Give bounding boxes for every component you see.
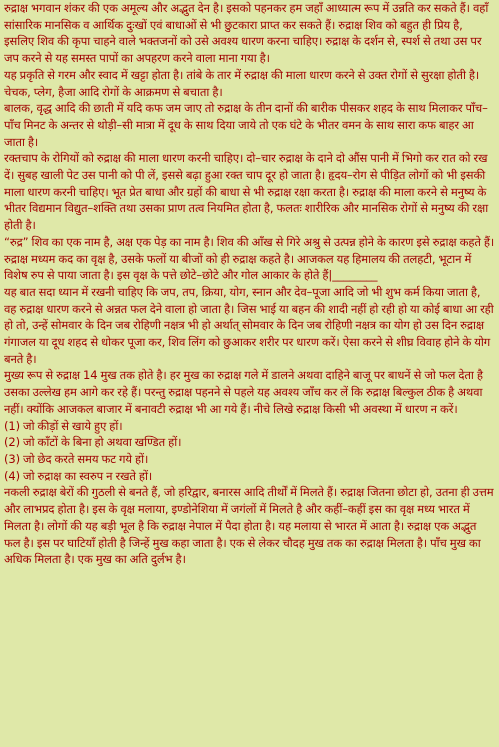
- paragraph-blood-pressure: रक्तचाप के रोगियों को रुद्राक्ष की माला धारण करनी चाहिए। दो–चार रुद्राक्ष के दाने दो औंस पानी में भिगो कर रात को रख दें। सुबह खाली पेट उस पानी को पी लें, इससे बढ़ा हुआ रक्त चाप दूर हो जाता है। हृदय–रोग से पीड़ित लोगों को भी इसकी माला धारण करनी चाहिए। भूत प्रेत बाधा और ग्रहों की बाधा से भी रुद्राक्ष रक्षा करता है। रुद्राक्ष की माला करने से मनुष्य के भीतर विद्यमान विद्युत–शक्ति तथा उसका प्राण तत्व नियमित होता है, फलतः शारीरिक और मानसिक रोगों से मनुष्य की रक्षा होती है।: [4, 151, 489, 233]
- list-item: (3) जो छेद करते समय फट गये हों।: [4, 451, 149, 466]
- paragraph-introduction: रुद्राक्ष भगवान शंकर की एक अमूल्य और अद्भुत देन है। इसको पहनकर हम जहाँ आध्यात्म रूप में उन्नति कर सकते हैं। वहाँ सांसारिक मानसिक व आर्थिक दुःखों एवं बाधाओं से भी छुटकारा प्राप्त कर सकते हैं। रुद्राक्ष शिव को बहुत ही प्रिय है, इसलिए शिव की कृपा चाहने वाले भक्तजनों को उसे अवश्य धारण करना चाहिए। रुद्राक्ष के दर्शन से, स्पर्श से तथा उस पर जप करने से यह समस्त पापों का अपहरण करने वाला माना गया है।: [4, 1, 489, 66]
- paragraph-name-origin: “रुद्र” शिव का एक नाम है, अक्ष एक पेड़ का नाम है। शिव की आँख से गिरे अश्रु से उत्पन्न होने के कारण इसे रुद्राक्ष कहते हैं। रुद्राक्ष मध्यम कद का वृक्ष है, उसके फलों या बीजों को ही रुद्राक्ष कहते है। आजकल यह हिमालय की तलहटी, भूटान में विशेष रुप से पाया जाता है। इस वृक्ष के पत्ते छोटे–छोटे और गोल आकार के होते हैं|________: [4, 234, 495, 283]
- paragraph-fake-rudraksha: नकली रुद्राक्ष बेरों की गुठली से बनते हैं, जो हरिद्वार, बनारस आदि तीर्थों में मिलते हैं। रुद्राक्ष जितना छोटा हो, उतना ही उत्तम और लाभप्रद होता है। इस के वृक्ष मलाया, इण्डोनेशिया में जगंलों में मिलते है और कहीं–कहीं इस का वृक्ष मध्य भारत में मिलता है। लोगों की यह बड़ी भूल है कि रुद्राक्ष नेपाल में पैदा होता है। यह मलाया से भारत में आता है। रुद्राक्ष एक अद्भुत फल है। इस पर घाटियाँ होती है जिन्हें मुख कहा जाता है। एक से लेकर चौदह मुख तक का रुद्राक्ष मिलता है। पाँच मुख का अधिक मिलता है। एक मुख का अति दुर्लभ है।: [4, 485, 494, 567]
- paragraph-auspicious-deeds: यह बात सदा ध्यान में रखनी चाहिए कि जप, तप, क्रिया, योग, स्नान और देव–पूजा आदि जो भी शुभ कर्म किया जाता है, वह रुद्राक्ष धारण करने से अन्नत फल देने वाला हो जाता है। जिस भाई या बहन की शादी नहीं हो रही हो या कोई बाधा आ रही हो तो, उन्हें सोमवार के दिन जब रोहिणी नक्षत्र भी हो अर्थात् सोमवार के दिन जब रोहिणी नक्षत्र का योग हो उस दिन रुद्राक्ष गंगाजल या दूध शहद से धोकर पूजा कर, शिव लिंग को छुआकर शरीर पर धारण करें। ऐसा करने से शीघ्र विवाह होने के योग बनते है।: [4, 284, 494, 366]
- not-to-wear-list: [4, 418, 495, 485]
- paragraph-mukhi-types: मुख्य रूप से रुद्राक्ष 14 मुख तक होते है। हर मुख का रुद्राक्ष गले में डालने अथवा दाहिने बाजू पर बाधनें से जो फल देता है उसका उल्लेख हम आगे कर रहे हैं। परन्तु रुद्राक्ष पहनने से पहले यह अवश्य जाँच कर लें कि रुद्राक्ष बिल्कुल ठीक है अथवा नहीं। क्योंकि आजकल बाजार में बनावटी रुद्राक्ष भी आ गये हैं। नीचे लिखे रुद्राक्ष किसी भी अवस्था में धारण न करें।: [4, 368, 483, 416]
- paragraph-phlegm-remedy: बालक, वृद्ध आदि की छाती में यदि कफ जम जाए तो रुद्राक्ष के तीन दानों की बारीक पीसकर शहद के साथ मिलाकर पाँच–पाँच मिनट के अन्तर से थोड़ी–सी मात्रा में दूध के साथ दिया जाये तो एक घंटे के भीतर वमन के साथ सारा कफ बाहर आ जाता है।: [4, 101, 488, 149]
- list-item: (4) जो रुद्राक्ष का स्वरुप न रखते हों।: [4, 468, 153, 483]
- paragraph-nature-and-protection: यह प्रकृति से गरम और स्वाद में खट्टा होता है। तांबे के तार में रुद्राक्ष की माला धारण करने से उक्त रोगों से सुरक्षा होती है। चेचक, प्लेग, हैजा आदि रोगों के आक्रमण से बचाता है।: [4, 67, 480, 99]
- list-item: (1) जो कीड़ों से खाये हुए हों।: [4, 418, 123, 433]
- list-item: (2) जो काँटों के बिना हो अथवा खण्डित हों।: [4, 435, 182, 450]
